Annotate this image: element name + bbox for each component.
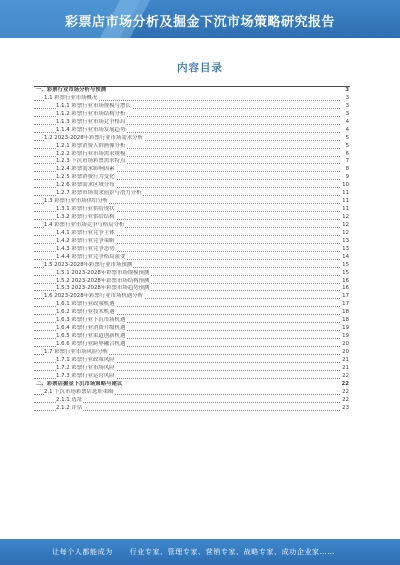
toc-entry-label: 1.7.3 彩票行业运营风险: [56, 372, 115, 379]
toc-entry-page: 18: [342, 317, 349, 324]
toc-entry-page: 12: [342, 214, 349, 220]
toc-entry-label: 1.5.3 2023-2028年彩票市场趋势预测: [56, 285, 150, 292]
toc-entry-label: 1.1.4 彩票行业市场发展趋势: [56, 126, 126, 133]
toc-entry-label: 1.4.3 彩票行业竞争态势: [56, 245, 115, 252]
toc-entry[interactable]: [34, 214, 350, 222]
toc-entry-label: 1.2.3 下沉市场彩票需求特点: [56, 158, 126, 165]
toc-entry[interactable]: [34, 270, 350, 278]
toc-entry-page: 4: [345, 126, 349, 133]
toc-entry[interactable]: [34, 309, 350, 317]
toc-entry[interactable]: [34, 230, 350, 238]
toc-entry-page: 9: [345, 174, 349, 181]
toc-entry-label: 1.2.6 彩票需求区域分布: [56, 182, 115, 189]
toc-entry[interactable]: [34, 166, 350, 174]
toc-entry-label: 2.1.2 评估: [56, 404, 83, 411]
toc-entry[interactable]: [34, 182, 350, 190]
toc-entry[interactable]: [34, 397, 350, 405]
toc-entry[interactable]: [34, 190, 350, 198]
toc-entry-page: 16: [342, 285, 349, 292]
toc-entry-page: 22: [342, 372, 349, 379]
toc-entry-page: 13: [342, 245, 349, 252]
toc-entry-page: 15: [342, 269, 349, 276]
toc-entry-label: 1.2.4 彩票需求影响因素: [56, 166, 115, 173]
toc-entry[interactable]: [34, 373, 350, 381]
toc-entry[interactable]: [34, 262, 350, 270]
toc-entry-page: 8: [345, 166, 349, 173]
toc-entry[interactable]: [34, 151, 350, 159]
toc-entry-page: 17: [342, 301, 349, 308]
toc-entry[interactable]: [34, 357, 350, 365]
toc-entry-label: 1.7.2 彩票行业市场风险: [56, 364, 115, 371]
toc-heading: 内容目录: [177, 62, 223, 74]
toc-entry-label: 2.1 下沉市场彩票店选址策略: [44, 388, 114, 395]
toc-entry-page: 11: [342, 198, 349, 205]
toc-entry-label: 1.1 彩票行业市场概况: [44, 94, 98, 101]
toc-entry-label: 1.6 2023-2028年彩票行业市场机遇分析: [44, 293, 143, 300]
toc-entry[interactable]: [34, 285, 350, 293]
toc-entry-label: 1.1.3 彩票行业市场竞争格局: [56, 118, 126, 125]
toc-entry[interactable]: [34, 127, 350, 135]
toc-entry[interactable]: [34, 103, 350, 111]
toc-entry[interactable]: [34, 174, 350, 182]
header-banner: [0, 0, 400, 38]
footer-text: [52, 547, 390, 557]
toc-entry-label: 1.1.2 彩票行业市场结构分析: [56, 110, 126, 117]
toc-entry[interactable]: [34, 278, 350, 286]
toc-entry-page: 19: [342, 325, 349, 332]
toc-entry[interactable]: [34, 333, 350, 341]
toc-entry-label: 1.5.2 2023-2028年彩票市场结构预测: [56, 277, 150, 284]
toc-entry-page: 18: [342, 309, 349, 316]
toc-entry-page: 3: [345, 102, 349, 109]
toc-entry[interactable]: [34, 206, 350, 214]
toc-entry-label: 1.2.7 彩票市场需求前景与潜力分析: [56, 190, 142, 197]
toc-entry-label: 1.6.5 彩票行业渠道创新机遇: [56, 333, 126, 340]
toc-entry[interactable]: [34, 238, 350, 246]
toc-entry-label: 1.6.2 彩票行业技术机遇: [56, 309, 115, 316]
toc-entry[interactable]: [34, 143, 350, 151]
toc-entry[interactable]: [34, 158, 350, 166]
toc-entry-page: 15: [342, 261, 349, 268]
toc-entry-label: 1.2.5 彩票消费行为变化: [56, 174, 115, 181]
toc-entry-page: 3: [345, 94, 349, 101]
toc-entry[interactable]: [34, 198, 350, 206]
toc-entry-page: 20: [342, 341, 349, 347]
toc-entry-label: 1.6.4 彩票行业消费升级机遇: [56, 325, 126, 332]
toc-entry-label: 一、彩票行业市场分析与预测: [36, 87, 107, 93]
toc-entry-label: 1.4.4 彩票行业竞争格局演变: [56, 253, 126, 260]
toc-entry-page: 17: [342, 293, 349, 300]
toc-entry-page: 11: [342, 206, 349, 213]
footer-tagline: 让每个人都能成为: [52, 548, 113, 556]
footer-banner: [0, 539, 400, 565]
toc-entry-page: 3: [345, 110, 349, 117]
toc-entry-page: 22: [342, 396, 349, 403]
toc-entry-label: 1.3.1 彩票行业供给现状: [56, 206, 115, 213]
toc-entry[interactable]: [34, 95, 350, 103]
toc-entry-page: 21: [342, 364, 349, 371]
toc-entry-label: 二、彩票店掘金下沉市场策略与建议: [36, 380, 123, 387]
report-title: 彩票店市场分析及掘金下沉市场策略研究报告: [64, 15, 335, 30]
toc-entry-page: 12: [342, 221, 349, 228]
toc-entry-page: 16: [342, 277, 349, 284]
toc-entry[interactable]: [34, 246, 350, 254]
toc-entry-label: 1.7 彩票行业市场风险分析: [44, 348, 109, 355]
toc-entry[interactable]: [34, 381, 350, 389]
toc-entry[interactable]: [34, 405, 350, 413]
toc-entry-page: 19: [342, 333, 349, 340]
toc-entry-label: 1.3.2 彩票行业供给结构: [56, 214, 115, 220]
toc-entry-page: 11: [342, 190, 349, 197]
toc-entry-page: 14: [342, 253, 349, 260]
toc-entry-page: 23: [342, 404, 349, 411]
toc-entry-label: 1.4.2 彩票行业竞争策略: [56, 237, 115, 244]
toc-entry-label: 1.4 彩票行业市场竞争与格局分析: [44, 221, 125, 228]
toc-entry-label: 1.6.3 彩票行业下沉市场机遇: [56, 317, 126, 324]
toc-entry-label: 1.6.1 彩票行业政策机遇: [56, 301, 115, 308]
toc-entry-page: 4: [345, 118, 349, 125]
toc-entry[interactable]: [34, 293, 350, 301]
toc-entry-label: 1.3 彩票行业市场供给分析: [44, 198, 109, 205]
toc-entry-page: 22: [342, 388, 349, 395]
toc-entry-page: 21: [342, 356, 349, 363]
table-of-contents: [34, 86, 350, 412]
toc-entry-page: 10: [342, 182, 349, 189]
toc-entry-page: 22: [341, 380, 349, 387]
toc-entry-page: 12: [342, 229, 349, 236]
toc-entry[interactable]: [34, 254, 350, 262]
toc-entry[interactable]: [34, 349, 350, 357]
toc-entry-label: 1.2 2023-2028年彩票行业市场需求分析: [44, 134, 143, 141]
toc-entry[interactable]: [34, 341, 350, 349]
toc-entry-label: 1.7.1 彩票行业政策风险: [56, 356, 115, 363]
toc-entry[interactable]: [34, 365, 350, 373]
toc-entry-page: 5: [345, 142, 349, 149]
toc-entry[interactable]: [34, 389, 350, 397]
toc-entry-label: 1.4.1 彩票行业竞争主体: [56, 229, 115, 236]
toc-entry-page: 7: [345, 158, 349, 165]
toc-entry-label: 1.1.1 彩票行业市场规模与增长: [56, 102, 131, 109]
toc-entry-page: 20: [342, 348, 349, 355]
toc-entry-page: 6: [345, 150, 349, 157]
toc-entry-page: 3: [345, 87, 349, 93]
toc-entry[interactable]: [34, 301, 350, 309]
toc-entry[interactable]: [34, 111, 350, 119]
toc-entry-label: 1.5 2023-2028年彩票行业市场预测: [44, 261, 133, 268]
toc-entry-label: 1.2.1 彩票消费人群画像分析: [56, 142, 126, 149]
toc-entry-label: 1.2.2 彩票行业市场需求规模: [56, 150, 126, 157]
toc-entry[interactable]: [34, 119, 350, 127]
toc-entry-page: 13: [342, 237, 349, 244]
toc-entry-page: 5: [345, 134, 349, 141]
toc-entry[interactable]: [34, 317, 350, 325]
toc-entry[interactable]: [34, 325, 350, 333]
toc-entry-label: 1.6.6 彩票行业跨界融合机遇: [56, 341, 126, 347]
toc-entry[interactable]: [34, 135, 350, 143]
toc-entry-label: 2.1.1 选址: [56, 396, 83, 403]
footer-audience: 行业专家、管理专家、营销专家、战略专家、成功企业家……: [129, 548, 335, 556]
toc-entry[interactable]: [34, 222, 350, 230]
toc-entry-label: 1.5.1 2023-2028年彩票市场规模预测: [56, 269, 150, 276]
toc-entry[interactable]: [34, 86, 350, 95]
